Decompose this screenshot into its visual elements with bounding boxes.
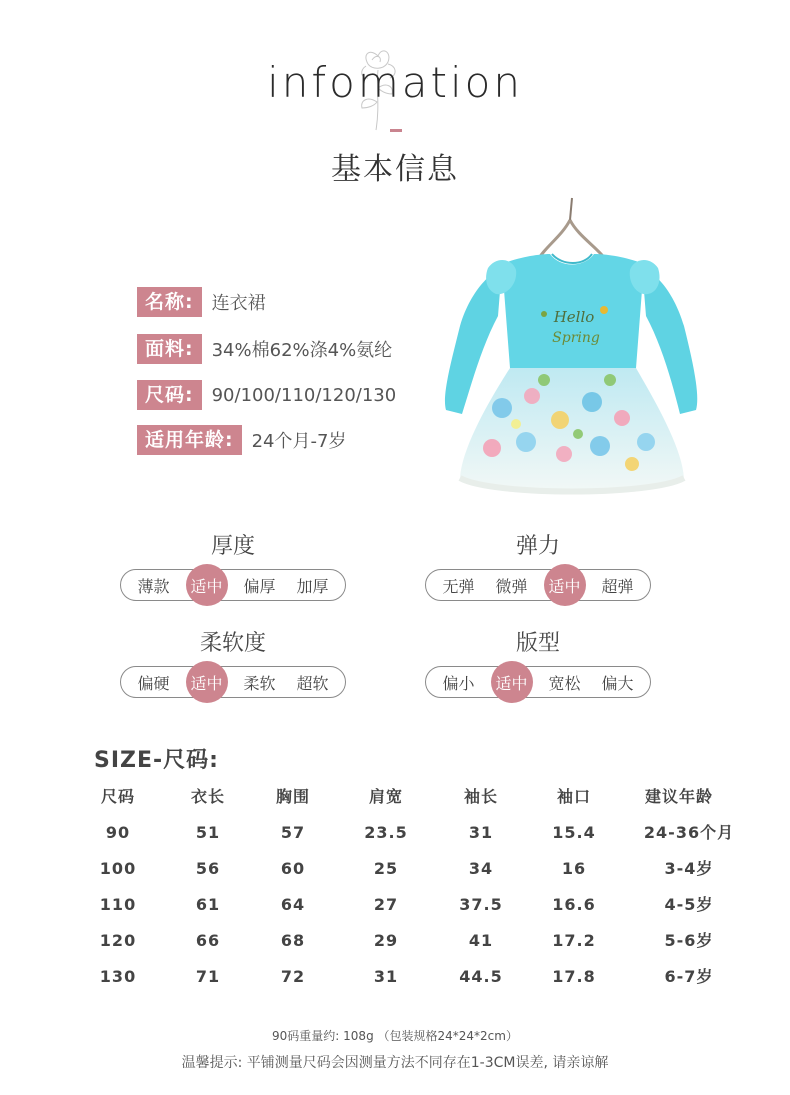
dress-product-image bbox=[432, 196, 712, 506]
table-cell: 66 bbox=[195, 931, 221, 950]
table-cell: 72 bbox=[280, 967, 306, 986]
table-cell: 51 bbox=[195, 823, 221, 842]
table-cell: 25 bbox=[373, 859, 399, 878]
table-row bbox=[72, 890, 772, 920]
print-text: Spring bbox=[552, 330, 600, 346]
table-cell: 15.4 bbox=[552, 823, 596, 842]
scale-option: 偏厚 bbox=[243, 576, 276, 596]
table-cell: 110 bbox=[99, 895, 137, 914]
table-row bbox=[72, 818, 772, 848]
table-cell: 4-5岁 bbox=[664, 895, 714, 914]
table-cell: 24-36个月 bbox=[643, 823, 735, 842]
scale-option: 超弹 bbox=[601, 576, 634, 596]
table-header-cell: 衣长 bbox=[190, 787, 225, 806]
scale-option-selected: 适中 bbox=[540, 574, 590, 597]
size-chart-heading: SIZE-尺码: bbox=[94, 748, 219, 773]
scale-option: 偏硬 bbox=[137, 673, 170, 693]
table-cell: 34 bbox=[468, 859, 494, 878]
scale-option: 宽松 bbox=[548, 673, 581, 693]
table-cell: 90 bbox=[105, 823, 131, 842]
table-cell: 60 bbox=[280, 859, 306, 878]
scale-option: 加厚 bbox=[296, 576, 329, 596]
info-row-age bbox=[137, 425, 346, 455]
table-cell: 27 bbox=[373, 895, 399, 914]
table-cell: 56 bbox=[195, 859, 221, 878]
weight-note: 90码重量约: 108g （包装规格24*24*2cm） bbox=[272, 1029, 518, 1043]
table-cell: 31 bbox=[373, 967, 399, 986]
table-cell: 31 bbox=[468, 823, 494, 842]
table-cell: 17.8 bbox=[552, 967, 596, 986]
attribute-title: 厚度 bbox=[210, 534, 255, 559]
table-header-cell: 袖口 bbox=[556, 787, 591, 806]
attribute-scale bbox=[425, 569, 651, 601]
table-row bbox=[72, 854, 772, 884]
table-header-cell: 胸围 bbox=[275, 787, 310, 806]
print-text: Hello bbox=[553, 308, 595, 326]
table-cell: 71 bbox=[195, 967, 221, 986]
table-cell: 5-6岁 bbox=[664, 931, 714, 950]
table-cell: 17.2 bbox=[552, 931, 596, 950]
info-label: 名称: bbox=[137, 287, 202, 317]
measurement-tip: 温馨提示: 平铺测量尺码会因测量方法不同存在1-3CM误差, 请亲谅解 bbox=[181, 1055, 609, 1071]
table-header-row bbox=[72, 782, 772, 812]
info-row-name bbox=[137, 287, 266, 317]
attribute-title: 版型 bbox=[515, 631, 560, 656]
info-label: 尺码: bbox=[137, 380, 202, 410]
info-value: 34%棉62%涤4%氨纶 bbox=[211, 340, 393, 361]
attribute-elasticity bbox=[425, 529, 651, 601]
scale-option: 无弹 bbox=[442, 576, 475, 596]
table-row bbox=[72, 926, 772, 956]
scale-option: 偏小 bbox=[442, 673, 475, 693]
table-cell: 61 bbox=[195, 895, 221, 914]
attribute-thickness bbox=[120, 529, 346, 601]
attribute-title: 弹力 bbox=[515, 534, 560, 559]
info-value: 连衣裙 bbox=[211, 293, 266, 314]
scale-option-selected: 适中 bbox=[182, 671, 232, 694]
table-cell: 57 bbox=[280, 823, 306, 842]
info-row-fabric bbox=[137, 334, 392, 364]
info-label: 适用年龄: bbox=[137, 425, 242, 455]
attribute-fit bbox=[425, 626, 651, 698]
table-header-cell: 尺码 bbox=[100, 787, 135, 806]
info-label: 面料: bbox=[137, 334, 202, 364]
table-header-cell: 建议年龄 bbox=[644, 787, 713, 806]
scale-option: 微弹 bbox=[495, 576, 528, 596]
table-cell: 23.5 bbox=[364, 823, 408, 842]
table-cell: 29 bbox=[373, 931, 399, 950]
scale-option: 薄款 bbox=[137, 576, 170, 596]
attribute-scale bbox=[120, 666, 346, 698]
table-cell: 16 bbox=[561, 859, 587, 878]
attribute-softness bbox=[120, 626, 346, 698]
scale-option: 超软 bbox=[296, 673, 329, 693]
attribute-scale bbox=[120, 569, 346, 601]
page-title-chinese: 基本信息 bbox=[331, 152, 459, 187]
title-divider bbox=[390, 129, 402, 132]
table-cell: 16.6 bbox=[552, 895, 596, 914]
table-cell: 100 bbox=[99, 859, 137, 878]
table-cell: 130 bbox=[99, 967, 137, 986]
table-cell: 44.5 bbox=[459, 967, 503, 986]
table-cell: 41 bbox=[468, 931, 494, 950]
table-cell: 6-7岁 bbox=[664, 967, 714, 986]
scale-option: 柔软 bbox=[243, 673, 276, 693]
table-cell: 37.5 bbox=[459, 895, 503, 914]
table-cell: 3-4岁 bbox=[664, 859, 714, 878]
table-cell: 68 bbox=[280, 931, 306, 950]
table-cell: 120 bbox=[99, 931, 137, 950]
scale-option-selected: 适中 bbox=[487, 671, 537, 694]
attribute-title: 柔软度 bbox=[199, 631, 266, 656]
info-value: 24个月-7岁 bbox=[251, 431, 347, 452]
table-cell: 64 bbox=[280, 895, 306, 914]
table-header-cell: 肩宽 bbox=[368, 787, 403, 806]
info-value: 90/100/110/120/130 bbox=[211, 384, 397, 406]
scale-option-selected: 适中 bbox=[182, 574, 232, 597]
header bbox=[0, 0, 790, 200]
info-row-size bbox=[137, 380, 396, 410]
scale-option: 偏大 bbox=[601, 673, 634, 693]
attribute-scale bbox=[425, 666, 651, 698]
table-header-cell: 袖长 bbox=[463, 787, 498, 806]
table-row bbox=[72, 962, 772, 992]
page-title-english: infomation bbox=[267, 58, 523, 107]
